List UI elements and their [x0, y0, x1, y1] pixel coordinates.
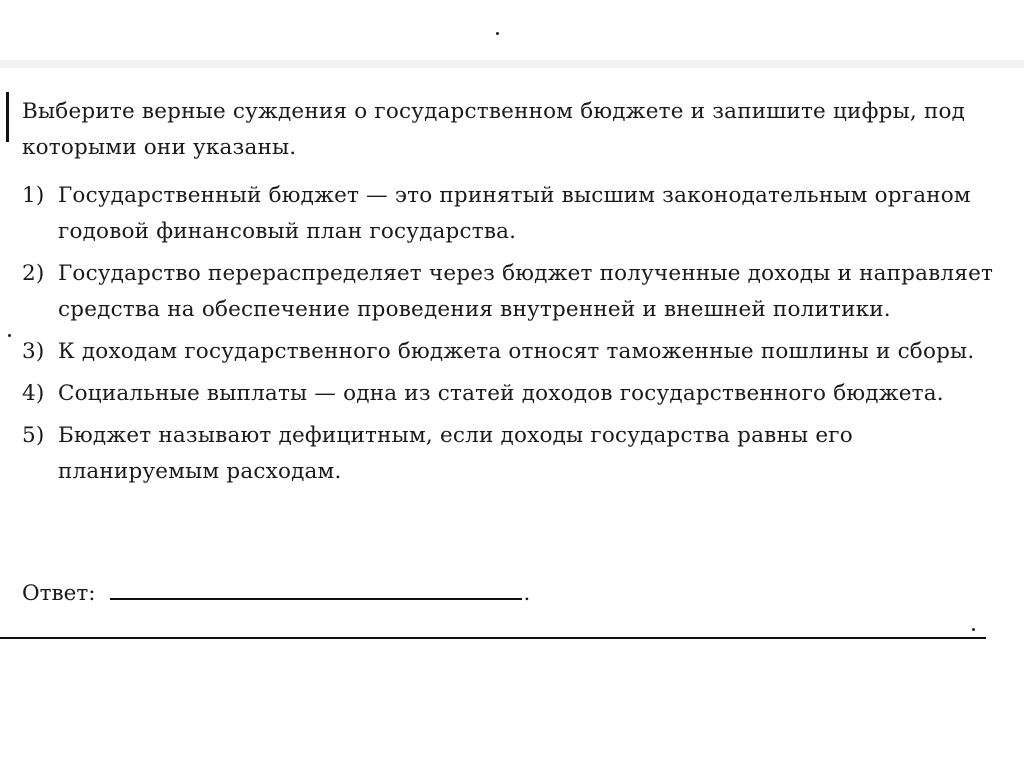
bottom-divider: [0, 637, 986, 639]
statement-text: Государство перераспределяет через бюджет полученные доходы и направляет средства на обеспечение проведения внутренней и внешней политики.: [58, 261, 994, 322]
statement-number: 2): [22, 261, 45, 286]
statement-text: К доходам государственного бюджета относят таможенные пошлины и сборы.: [58, 339, 975, 364]
statement-item: [22, 256, 997, 328]
statement-number: 4): [22, 381, 45, 406]
statement-item: [22, 418, 997, 490]
statement-number: 1): [22, 183, 45, 208]
answer-row: [22, 574, 530, 612]
scan-speck: [8, 334, 11, 337]
answer-end-mark: .: [523, 581, 531, 606]
statement-item: [22, 376, 997, 412]
statement-item: [22, 178, 997, 250]
top-shadow-band: [0, 60, 1024, 68]
left-margin-rule: [6, 92, 9, 142]
statement-number: 5): [22, 423, 45, 448]
statement-text: Социальные выплаты — одна из статей доходов государственного бюджета.: [58, 381, 944, 406]
question-text: Выберите верные суждения о государственном бюджете и запишите цифры, под которыми они указаны.: [22, 99, 966, 160]
statement-text: Бюджет называют дефицитным, если доходы государства равны его планируемым расходам.: [58, 423, 853, 484]
scan-speck: [496, 32, 499, 35]
scan-speck: [972, 628, 975, 631]
answer-blank[interactable]: [110, 574, 522, 600]
statement-number: 3): [22, 339, 45, 364]
task-block: [22, 94, 997, 496]
answer-label: Ответ:: [22, 581, 96, 606]
statement-list: [22, 178, 997, 490]
statement-item: [22, 334, 997, 370]
statement-text: Государственный бюджет — это принятый высшим законодательным органом годовой финансовый план государства.: [58, 183, 971, 244]
